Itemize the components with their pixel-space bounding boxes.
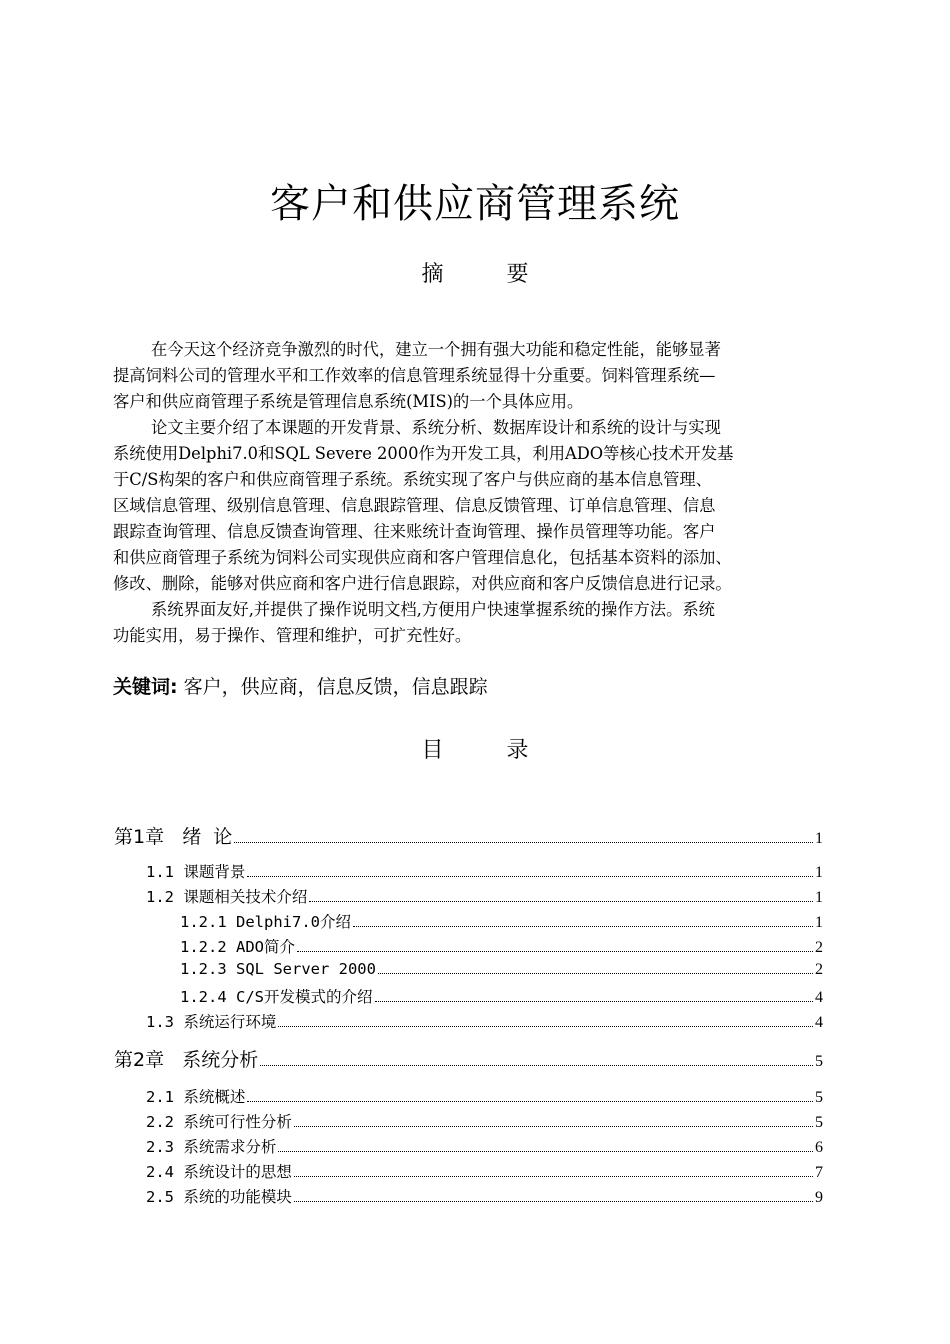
toc-entry[interactable] — [180, 935, 823, 957]
toc-leader — [278, 1151, 813, 1152]
toc-entry-page: 6 — [815, 1139, 823, 1156]
abstract-line: 修改、删除，能够对供应商和客户进行信息跟踪，对供应商和客户反馈信息进行记录。 — [113, 574, 732, 593]
toc-leader — [247, 1101, 813, 1102]
keywords-label: 关键词: — [113, 676, 178, 698]
toc-leader — [234, 842, 813, 843]
toc-entry-label: 2.5 系统的功能模块 — [146, 1188, 292, 1206]
toc-leader — [247, 876, 813, 877]
toc-entry-page: 1 — [815, 864, 823, 881]
toc-leader — [278, 1026, 813, 1027]
toc-entry[interactable] — [114, 1045, 823, 1072]
abstract-line: 系统使用Delphi7.0和SQL Severe 2000作为开发工具，利用ADO等核心技术开发基 — [113, 444, 734, 463]
toc-entry-label: 第1章 绪 论 — [114, 826, 233, 848]
toc-entry-label: 1.2.2 ADO简介 — [180, 938, 295, 956]
keywords — [113, 672, 488, 699]
toc-entry[interactable] — [146, 1135, 823, 1157]
toc-entry-page: 5 — [815, 1114, 823, 1131]
toc-entry[interactable] — [180, 910, 823, 932]
toc-entry[interactable] — [146, 1110, 823, 1132]
abstract-line: 和供应商管理子系统为饲料公司实现供应商和客户管理信息化，包括基本资料的添加、 — [113, 548, 732, 567]
toc-entry-label: 2.1 系统概述 — [146, 1088, 246, 1106]
keywords-text: 客户，供应商，信息反馈，信息跟踪 — [183, 676, 488, 698]
abstract-line: 论文主要介绍了本课题的开发背景、系统分析、数据库设计和系统的设计与实现 — [151, 418, 721, 437]
toc-entry-page: 7 — [815, 1164, 823, 1181]
abstract-line: 客户和供应商管理子系统是管理信息系统(MIS)的一个具体应用。 — [113, 392, 584, 411]
toc-entry[interactable] — [146, 1010, 823, 1032]
toc-entry-page: 9 — [815, 1189, 823, 1206]
toc-entry[interactable] — [146, 885, 823, 907]
toc-entry-page: 1 — [815, 830, 823, 847]
toc-entry-label: 1.2.1 Delphi7.0介绍 — [180, 913, 351, 931]
abstract-body — [113, 337, 835, 649]
toc-entry-label: 2.3 系统需求分析 — [146, 1138, 277, 1156]
toc-entry-page: 4 — [815, 1014, 823, 1031]
toc-entry-label: 1.2.3 SQL Server 2000 — [180, 960, 376, 978]
abstract-line: 区域信息管理、级别信息管理、信息跟踪管理、信息反馈管理、订单信息管理、信息 — [113, 496, 716, 515]
abstract-line: 于C/S构架的客户和供应商管理子系统。系统实现了客户与供应商的基本信息管理、 — [113, 470, 712, 489]
toc-leader — [297, 951, 813, 952]
toc-heading: 目 录 — [421, 738, 557, 763]
toc-entry[interactable] — [146, 1160, 823, 1182]
toc-entry[interactable] — [146, 860, 823, 882]
toc-leader — [375, 1001, 814, 1002]
abstract-line: 跟踪查询管理、信息反馈查询管理、往来账统计查询管理、操作员管理等功能。客户 — [113, 522, 716, 541]
toc-leader — [294, 1201, 813, 1202]
toc-entry[interactable] — [180, 985, 823, 1007]
document-title: 客户和供应商管理系统 — [270, 181, 680, 227]
toc-entry-label: 第2章 系统分析 — [114, 1049, 259, 1071]
toc-entry-page: 1 — [815, 914, 823, 931]
toc-entry[interactable] — [146, 1085, 823, 1107]
toc-leader — [260, 1065, 813, 1066]
toc-entry-page: 2 — [815, 939, 823, 956]
toc-entry[interactable] — [146, 1185, 823, 1207]
toc-entry-page: 5 — [815, 1089, 823, 1106]
toc-entry-page: 5 — [815, 1053, 823, 1070]
toc-entry-label: 1.3 系统运行环境 — [146, 1013, 277, 1031]
toc-entry-page: 4 — [815, 989, 823, 1006]
toc-entry[interactable] — [180, 960, 823, 979]
toc-entry[interactable] — [114, 822, 823, 849]
toc-leader — [294, 1176, 813, 1177]
toc-entry-label: 1.2 课题相关技术介绍 — [146, 888, 308, 906]
toc-leader — [378, 973, 813, 974]
toc-leader — [294, 1126, 813, 1127]
toc-entry-label: 2.4 系统设计的思想 — [146, 1163, 292, 1181]
toc-entry-label: 1.1 课题背景 — [146, 863, 246, 881]
toc-leader — [309, 901, 813, 902]
abstract-line: 系统界面友好,并提供了操作说明文档,方便用户快速掌握系统的操作方法。系统 — [151, 600, 715, 619]
abstract-line: 提高饲料公司的管理水平和工作效率的信息管理系统显得十分重要。饲料管理系统— — [113, 366, 716, 385]
toc-entry-label: 2.2 系统可行性分析 — [146, 1113, 292, 1131]
toc-leader — [353, 926, 813, 927]
abstract-heading: 摘 要 — [421, 262, 557, 287]
abstract-line: 功能实用，易于操作、管理和维护，可扩充性好。 — [113, 626, 472, 645]
toc-entry-page: 2 — [815, 961, 823, 978]
toc-entry-label: 1.2.4 C/S开发模式的介绍 — [180, 988, 373, 1006]
toc-entry-page: 1 — [815, 889, 823, 906]
abstract-line: 在今天这个经济竞争激烈的时代，建立一个拥有强大功能和稳定性能，能够显著 — [151, 340, 721, 359]
